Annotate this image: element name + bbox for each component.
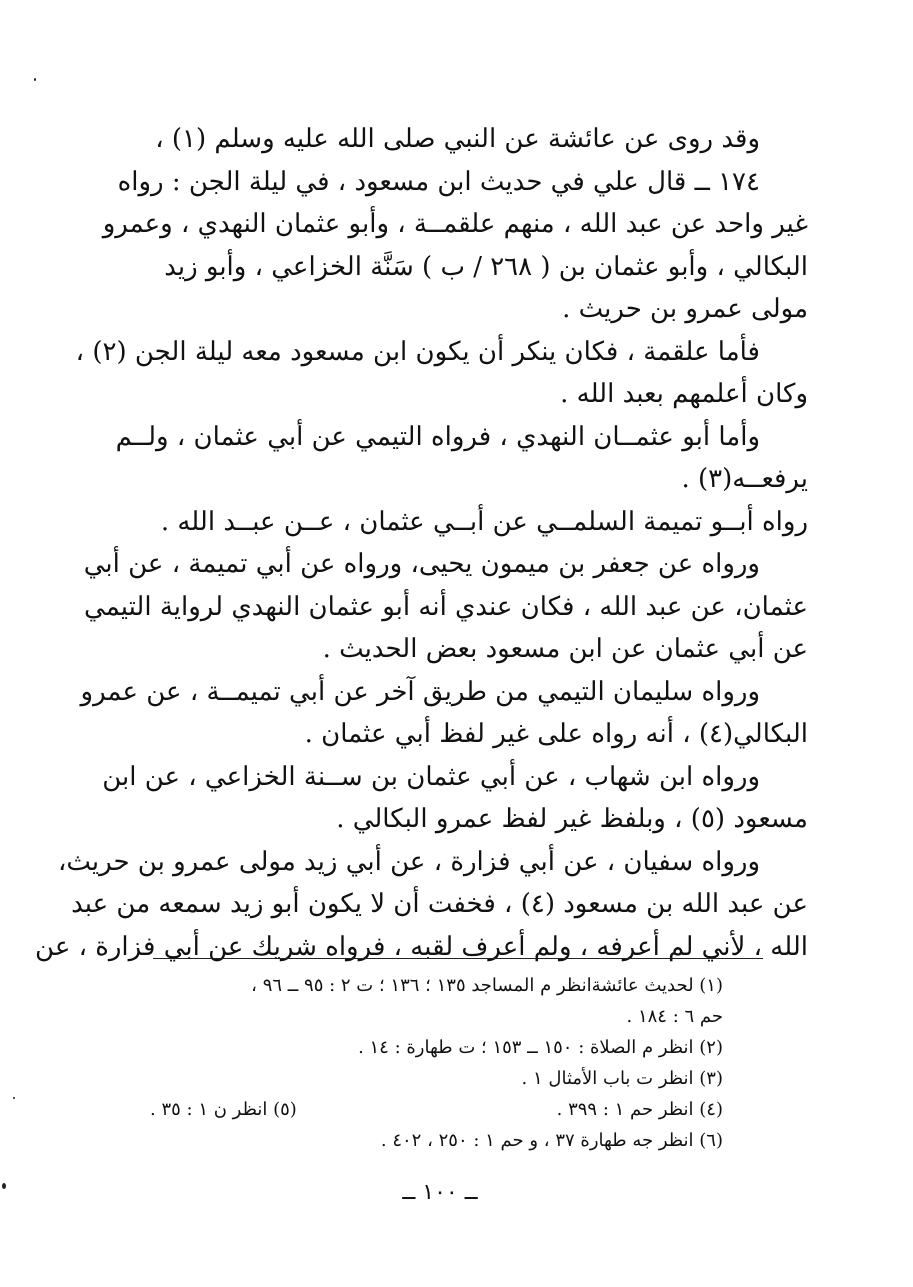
scan-speck (13, 1097, 15, 1099)
footnote-3: (٣) انظر ت باب الأمثال ١ . (521, 1068, 723, 1089)
text-line: عن عبد الله بن مسعود (٤) ، فخفت أن لا يكون أبو زيد سمعه من عبد (71, 889, 808, 919)
footnotes (150, 970, 723, 1156)
text-line: ورواه سفيان ، عن أبي فزارة ، عن أبي زيد مولى عمرو بن حريث، (57, 846, 760, 877)
text-line: البكالي(٤) ، أنه رواه على غير لفظ أبي عثمان . (304, 719, 808, 749)
text-line: ورواه سليمان التيمي من طريق آخر عن أبي تميمــة ، عن عمرو (80, 676, 760, 707)
text-line: فأما علقمة ، فكان ينكر أن يكون ابن مسعود معه ليلة الجن (٢) ، (75, 336, 760, 367)
text-line: البكالي ، وأبو عثمان بن ( ٢٦٨ / ب ) سَنَّة الخزاعي ، وأبو زيد (164, 251, 808, 282)
text-line: مسعود (٥) ، وبلفظ غير لفظ عمرو البكالي . (336, 804, 808, 834)
text-line: وأما أبو عثمــان النهدي ، فرواه التيمي عن أبي عثمان ، ولــم (115, 421, 760, 452)
footnote-1a: (١) لحديث عائشةانظر م المساجد ١٣٥ ؛ ١٣٦ ؛ ت ٢ : ٩٥ ــ ٩٦ ، (251, 975, 723, 996)
scan-speck (2, 1183, 6, 1189)
page-number: ــ ١٠٠ ــ (402, 1180, 478, 1205)
text-line: وكان أعلمهم بعبد الله . (560, 379, 808, 409)
footnote-1b: حم ٦ : ١٨٤ . (626, 1006, 723, 1027)
text-line: عن أبي عثمان عن ابن مسعود بعض الحديث . (322, 634, 808, 664)
text-line: الله ، لأني لم أعرفه ، ولم أعرف لقبه ، فرواه شريك عن أبي فزارة ، عن (35, 931, 808, 962)
footnote-row-4-5 (150, 1094, 723, 1125)
text-line: غير واحد عن عبد الله ، منهم علقمــة ، وأبو عثمان النهدي ، وعمرو (102, 209, 808, 239)
footnote-5: (٥) انظر ن ١ : ٣٥ . (150, 1099, 297, 1120)
text-line: وقد روى عن عائشة عن النبي صلى الله عليه وسلم (١) ، (155, 124, 760, 154)
footnote-2: (٢) انظر م الصلاة : ١٥٠ ــ ١٥٣ ؛ ت طهارة : ١٤ . (358, 1037, 723, 1058)
footnote-6: (٦) انظر جه طهارة ٣٧ ، و حم ١ : ٢٥٠ ، ٤٠٢ . (380, 1130, 723, 1151)
text-line: ١٧٤ ــ قال علي في حديث ابن مسعود ، في ليلة الجن : رواه (117, 166, 760, 197)
text-line: يرفعــه(٣) . (681, 464, 808, 494)
scan-speck (34, 78, 36, 81)
text-line: ورواه ابن شهاب ، عن أبي عثمان بن ســنة الخزاعي ، عن ابن (102, 761, 760, 792)
text-line: رواه أبــو تميمة السلمــي عن أبــي عثمان ، عــن عبــد الله . (160, 506, 808, 537)
text-line: ورواه عن جعفر بن ميمون يحيى، ورواه عن أبي تميمة ، عن أبي (83, 549, 760, 579)
footnote-divider (153, 958, 763, 959)
footnote-4: (٤) انظر حم ١ : ٣٩٩ . (556, 1099, 723, 1120)
main-text (35, 118, 808, 968)
text-line: مولى عمرو بن حريث . (562, 294, 808, 324)
text-line: عثمان، عن عبد الله ، فكان عندي أنه أبو عثمان النهدي لرواية التيمي (84, 591, 808, 622)
